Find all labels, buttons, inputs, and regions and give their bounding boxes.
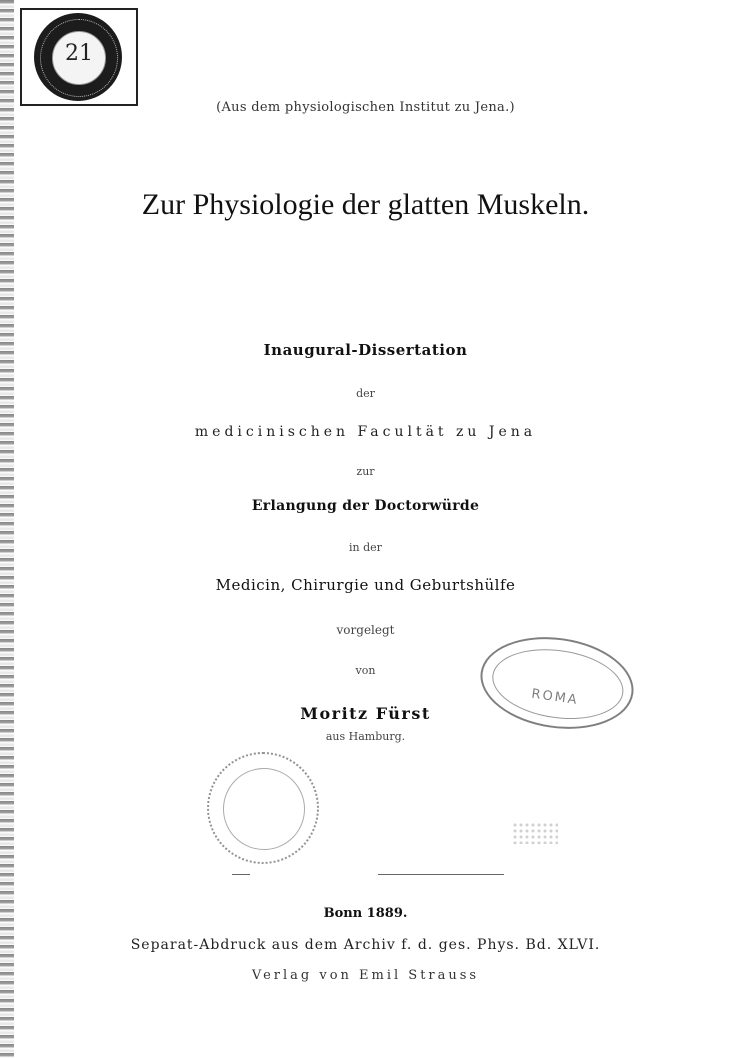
library-stamp-center — [52, 31, 106, 85]
ink-smudge — [512, 822, 558, 844]
round-stamp — [207, 752, 319, 864]
page-title: Zur Physiologie der glatten Muskeln. — [141, 188, 590, 221]
divider-right — [378, 874, 504, 875]
author-origin: aus Hamburg. — [325, 730, 406, 743]
purpose-line: Erlangung der Doctorwürde — [251, 498, 480, 514]
library-stamp — [20, 8, 138, 106]
round-stamp-inner-ring — [223, 768, 305, 850]
faculty-line: medicinischen Facultät zu Jena — [194, 424, 537, 440]
library-number: 21 — [65, 41, 93, 66]
author-name: Moritz Fürst — [300, 704, 431, 723]
library-stamp-disc — [34, 13, 122, 101]
in-der-line: in der — [349, 541, 382, 554]
fields-line: Medicin, Chirurgie und Geburtshülfe — [215, 576, 516, 594]
scanned-page-edge — [0, 0, 14, 1058]
publisher-line: Verlag von Emil Strauss — [251, 968, 480, 983]
dissertation-heading: Inaugural-Dissertation — [263, 341, 468, 359]
zur-line: zur — [356, 465, 375, 478]
separat-line: Separat-Abdruck aus dem Archiv f. d. ges. Phys. Bd. XLVI. — [130, 937, 601, 953]
divider-left — [232, 874, 250, 875]
place-year: Bonn 1889. — [323, 906, 408, 921]
oval-stamp-city: ROMA — [530, 686, 580, 709]
von-line: von — [355, 664, 376, 677]
institute-line: (Aus dem physiologischen Institut zu Jena.) — [216, 100, 515, 115]
vorgelegt-line: vorgelegt — [336, 623, 395, 637]
der-line: der — [356, 387, 375, 400]
